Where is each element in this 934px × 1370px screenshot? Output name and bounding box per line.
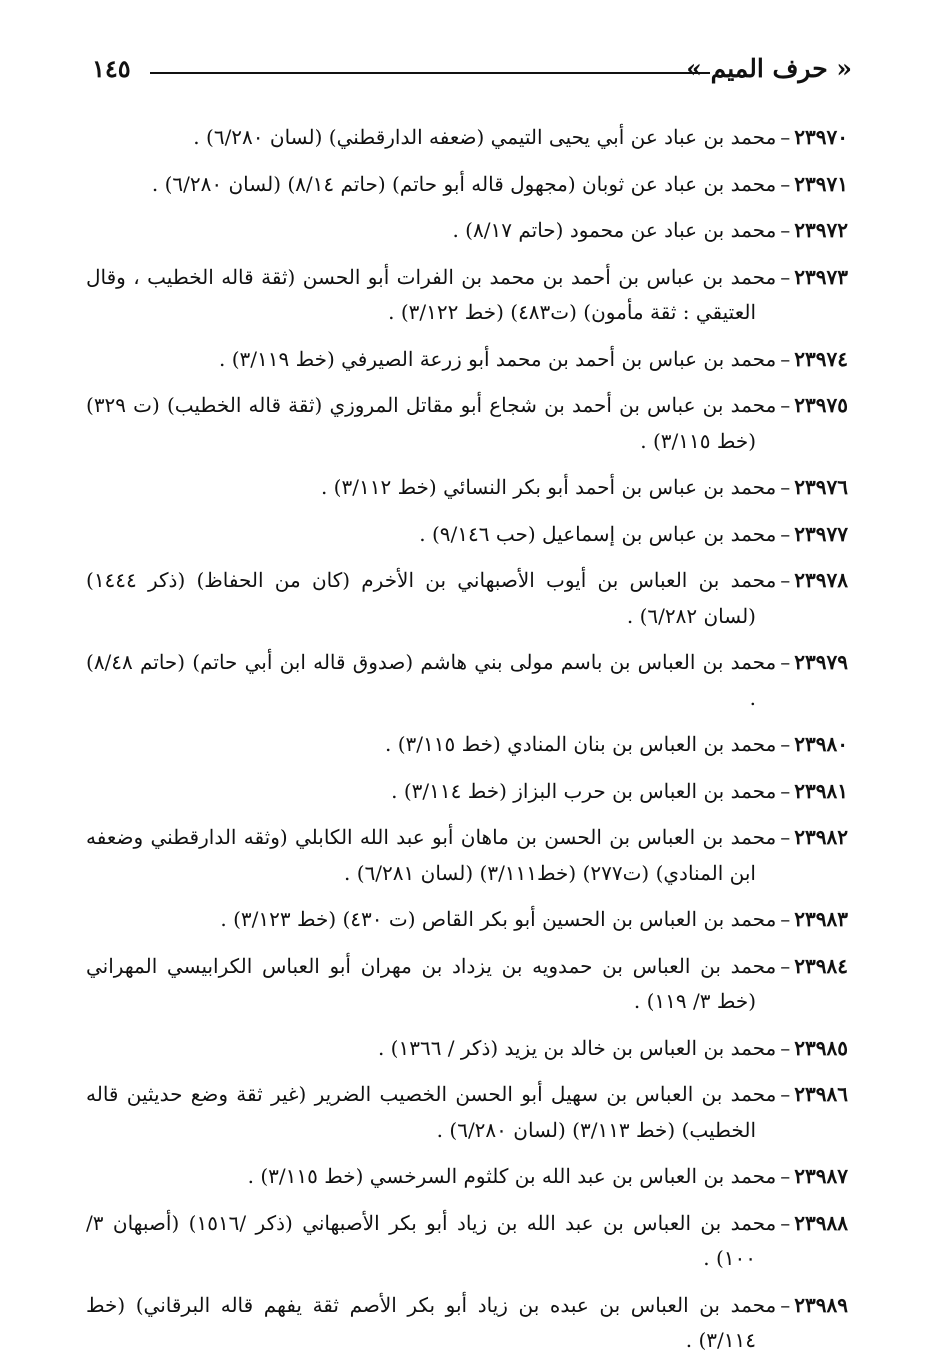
- entry-number: ٢٣٩٨٧: [794, 1164, 848, 1188]
- entry-number: ٢٣٩٧٠: [794, 125, 848, 149]
- entry-dash: –: [780, 825, 791, 849]
- entry-number: ٢٣٩٨٣: [794, 907, 848, 931]
- entry-number: ٢٣٩٨٨: [794, 1210, 848, 1235]
- entry-text: محمد بن العباس بن أيوب الأصبهاني بن الأخرم (كان من الحفاظ) (ذكر ١٤٤٤) (لسان ٦/٢٨٢) .: [86, 568, 777, 628]
- entry-number: ٢٣٩٧٢: [794, 218, 848, 242]
- chapter-title: « حرف الميم »: [686, 54, 852, 83]
- entry-text: محمد بن العباس بن عبد الله بن كلثوم السرخسي (خط ٣/١١٥) .: [247, 1164, 777, 1188]
- entry-dash: –: [780, 732, 791, 756]
- entry-text: محمد بن عباس بن إسماعيل (حب ٩/١٤٦) .: [419, 521, 777, 546]
- entry-dash: –: [780, 171, 791, 196]
- entry-text: محمد بن العباس بن بنان المنادي (خط ٣/١١٥) .: [384, 732, 777, 756]
- entry-number: ٢٣٩٨١: [794, 778, 848, 803]
- entry-text: محمد بن العباس بن خالد بن يزيد (ذكر / ١٣٦٦) .: [377, 1035, 777, 1060]
- entry-list: [86, 120, 848, 1370]
- entry-number: ٢٣٩٨٢: [794, 825, 848, 849]
- list-item: [86, 167, 848, 203]
- entry-number: ٢٣٩٨٤: [794, 953, 848, 978]
- list-item: [86, 820, 848, 891]
- entry-number: ٢٣٩٧٦: [794, 475, 848, 499]
- entry-number: ٢٣٩٧٤: [794, 346, 848, 371]
- list-item: [86, 727, 848, 763]
- list-item: [86, 1031, 848, 1067]
- entry-dash: –: [780, 1035, 791, 1060]
- entry-dash: –: [780, 907, 791, 931]
- entry-number: ٢٣٩٧١: [794, 171, 848, 196]
- list-item: [86, 517, 848, 553]
- entry-text: محمد بن عباد عن ثوبان (مجهول قاله أبو حاتم) (حاتم ٨/١٤) (لسان ٦/٢٨٠) .: [151, 171, 777, 196]
- page-header: [92, 54, 852, 90]
- entry-text: محمد بن عباس بن أحمد بن محمد أبو زرعة الصيرفي (خط ٣/١١٩) .: [219, 346, 777, 371]
- list-item: [86, 1288, 848, 1359]
- entry-dash: –: [780, 650, 791, 674]
- entry-dash: –: [780, 218, 791, 242]
- entry-number: ٢٣٩٨٥: [794, 1035, 848, 1060]
- entry-dash: –: [780, 568, 791, 592]
- entry-dash: –: [780, 1292, 791, 1317]
- entry-dash: –: [780, 475, 791, 499]
- entry-text: محمد بن عباس بن أحمد أبو بكر النسائي (خط ٣/١١٢) .: [320, 475, 777, 499]
- entry-number: ٢٣٩٧٨: [794, 568, 848, 592]
- entry-text: محمد بن العباس بن باسم مولى بني هاشم (صدوق قاله ابن أبي حاتم) (حاتم ٨/٤٨) .: [86, 650, 777, 710]
- page-number: ١٤٥: [92, 54, 131, 83]
- list-item: [86, 563, 848, 634]
- list-item: [86, 342, 848, 378]
- entry-text: محمد بن عباد عن محمود (حاتم ٨/١٧) .: [452, 218, 777, 242]
- list-item: [86, 1206, 848, 1277]
- list-item: [86, 949, 848, 1020]
- entry-number: ٢٣٩٨٩: [794, 1292, 848, 1317]
- entry-text: محمد بن العباس بن الحسين أبو بكر القاص (ت ٤٣٠) (خط ٣/١٢٣) .: [220, 907, 777, 931]
- list-item: [86, 120, 848, 156]
- entry-dash: –: [780, 125, 791, 149]
- entry-number: ٢٣٩٧٣: [794, 264, 848, 289]
- entry-text: محمد بن العباس بن عبد الله بن زياد أبو بكر الأصبهاني (ذكر /١٥١٦) (أصبهان ٣/ ١٠٠) .: [86, 1210, 777, 1270]
- entry-number: ٢٣٩٧٥: [794, 393, 848, 417]
- entry-text: محمد بن العباس بن عبده بن زياد أبو بكر الأصم ثقة يفهم قاله البرقاني) (خط ٣/١١٤) .: [86, 1292, 777, 1352]
- entry-text: محمد بن عباس بن أحمد بن شجاع أبو مقاتل المروزي (ثقة قاله الخطيب) (ت ٣٢٩) (خط ٣/١١٥) .: [86, 393, 777, 453]
- entry-number: ٢٣٩٨٠: [794, 732, 848, 756]
- list-item: [86, 902, 848, 938]
- entry-text: محمد بن العباس بن حرب البزاز (خط ٣/١١٤) .: [391, 778, 777, 803]
- entry-dash: –: [780, 521, 791, 546]
- list-item: [86, 388, 848, 459]
- entry-number: ٢٣٩٧٩: [794, 650, 848, 674]
- entry-text: محمد بن العباس بن سهيل أبو الحسن الخصيب الضرير (غير ثقة وضع حديثين قاله الخطيب) (خط ٣/١١٣) (لسان ٦/٢٨٠) .: [86, 1082, 777, 1142]
- entry-text: محمد بن العباس بن الحسن بن ماهان أبو عبد الله الكابلي (وثقه الدارقطني وضعفه ابن المنادي) (ت٢٧٧) (خط٣/١١١) (لسان ٦/٢٨١) .: [86, 825, 777, 885]
- list-item: [86, 645, 848, 716]
- entry-text: محمد بن عباد عن أبي يحيى التيمي (ضعفه الدارقطني) (لسان ٦/٢٨٠) .: [193, 125, 777, 149]
- entry-dash: –: [780, 1082, 791, 1106]
- entry-dash: –: [780, 264, 791, 289]
- entry-dash: –: [780, 1210, 791, 1235]
- header-rule: [150, 72, 710, 74]
- list-item: [86, 774, 848, 810]
- entry-text: محمد بن العباس بن حمدويه بن يزداد بن مهران أبو العباس الكرابيسي المهراني (خط ٣/ ١١٩) .: [86, 953, 777, 1013]
- list-item: [86, 470, 848, 506]
- entry-number: ٢٣٩٨٦: [794, 1082, 848, 1106]
- entry-text: محمد بن عباس بن أحمد بن محمد بن الفرات أبو الحسن (ثقة قاله الخطيب ، وقال العتيقي : ثقة مأمون) (ت٤٨٣) (خط ٣/١٢٢) .: [86, 264, 777, 324]
- entry-dash: –: [780, 1164, 791, 1188]
- entry-dash: –: [780, 778, 791, 803]
- list-item: [86, 1077, 848, 1148]
- entry-dash: –: [780, 953, 791, 978]
- entry-dash: –: [780, 346, 791, 371]
- list-item: [86, 1159, 848, 1195]
- entry-number: ٢٣٩٧٧: [794, 521, 848, 546]
- entry-dash: –: [780, 393, 791, 417]
- list-item: [86, 213, 848, 249]
- list-item: [86, 260, 848, 331]
